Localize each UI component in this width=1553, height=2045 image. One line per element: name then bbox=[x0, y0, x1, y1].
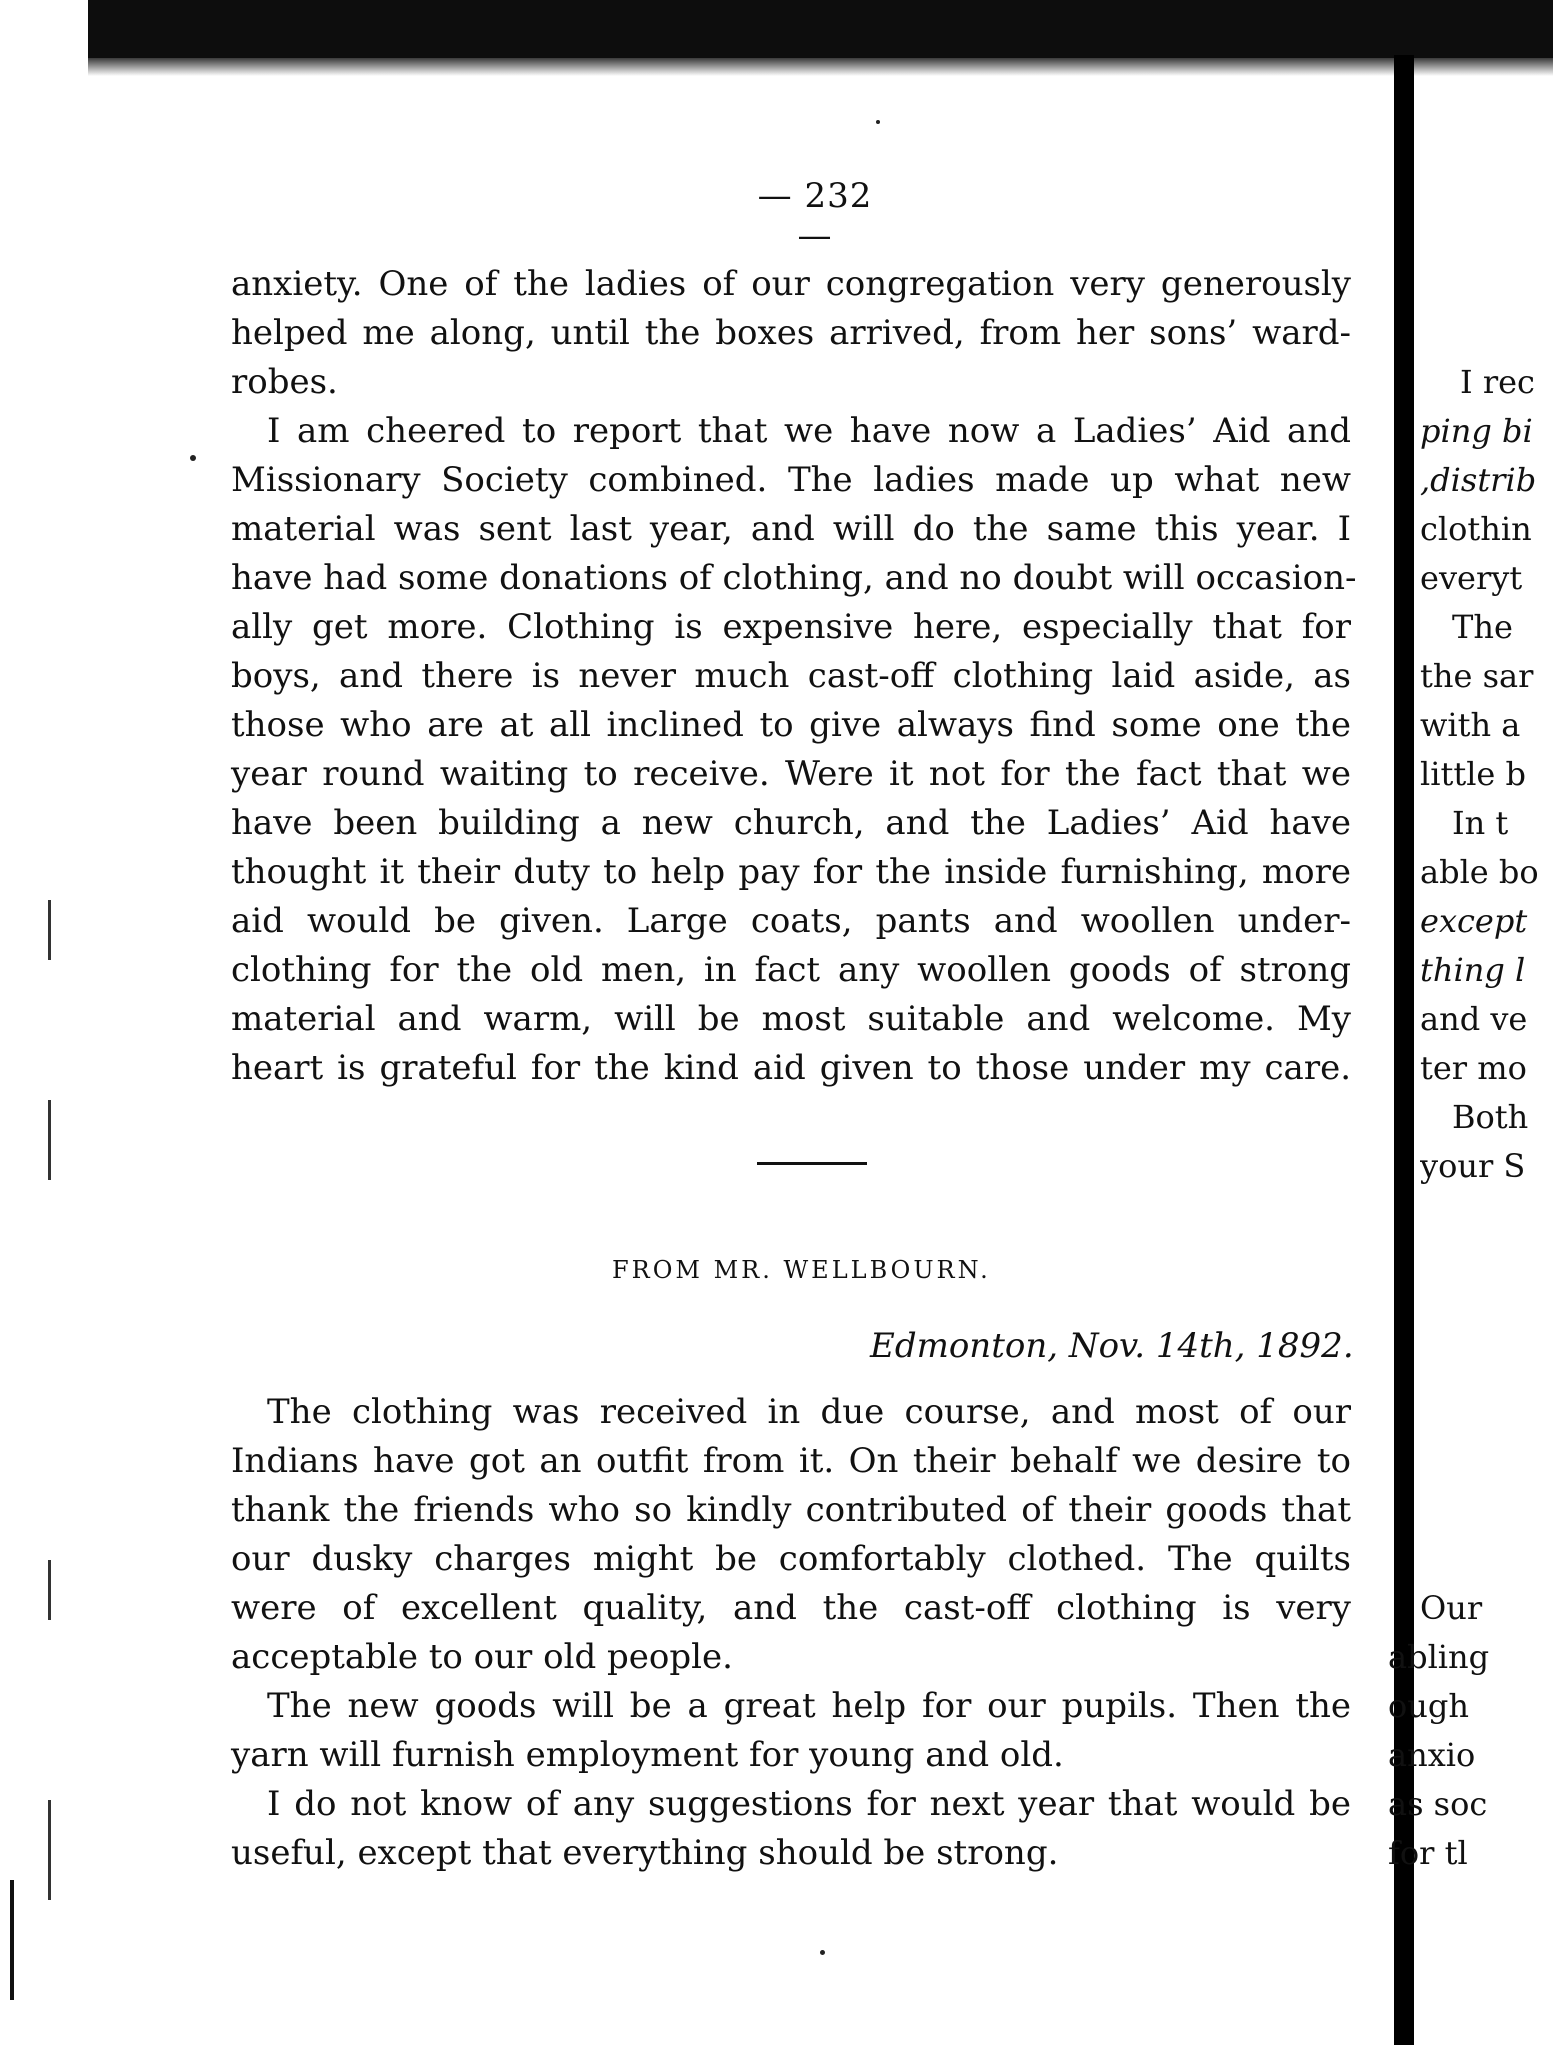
body-line: thank the friends who so kindly contributed of their goods that bbox=[231, 1490, 1351, 1530]
facing-page-fragment: ough bbox=[1388, 1687, 1469, 1725]
facing-page-fragment: In t bbox=[1452, 804, 1509, 842]
body-line: those who are at all inclined to give always find some one the bbox=[231, 705, 1351, 745]
body-line: have had some donations of clothing, and no doubt will occasion- bbox=[231, 558, 1357, 598]
body-line: were of excellent quality, and the cast-off clothing is very bbox=[231, 1588, 1351, 1628]
facing-page-fragment: the sar bbox=[1420, 657, 1534, 695]
body-line: boys, and there is never much cast-off clothing laid aside, as bbox=[231, 656, 1351, 696]
facing-page-fragment: thing l bbox=[1420, 951, 1526, 989]
facing-page-fragment: and ve bbox=[1420, 1000, 1528, 1038]
facing-page-fragment: as soc bbox=[1388, 1785, 1488, 1823]
scan-edge-mark bbox=[48, 1800, 51, 1900]
letter-dateline: Edmonton, Nov. 14th, 1892. bbox=[870, 1326, 1354, 1366]
facing-page-fragment: little b bbox=[1420, 755, 1527, 793]
body-line: material and warm, will be most suitable and welcome. My bbox=[231, 999, 1351, 1039]
facing-page-fragment: ,distrib bbox=[1420, 461, 1537, 499]
body-line: year round waiting to receive. Were it not for the fact that we bbox=[231, 754, 1351, 794]
ink-speck bbox=[876, 120, 880, 124]
facing-page-fragment: for tl bbox=[1388, 1834, 1468, 1872]
section-separator bbox=[757, 1162, 867, 1165]
facing-page-fragment: with a bbox=[1420, 706, 1521, 744]
body-line: ally get more. Clothing is expensive here, especially that for bbox=[231, 607, 1351, 647]
scan-top-shadow bbox=[88, 0, 1553, 66]
ink-speck bbox=[820, 1950, 825, 1955]
body-line: have been building a new church, and the Ladies’ Aid have bbox=[231, 803, 1351, 843]
facing-page-fragment: The bbox=[1452, 608, 1513, 646]
body-line: helped me along, until the boxes arrived, from her sons’ ward- bbox=[231, 313, 1351, 353]
scan-edge-mark bbox=[48, 900, 51, 960]
body-line: robes. bbox=[231, 362, 338, 402]
facing-page-fragment: ping bi bbox=[1420, 412, 1533, 450]
body-line: yarn will furnish employment for young and old. bbox=[231, 1735, 1064, 1775]
body-line: I am cheered to report that we have now a Ladies’ Aid and bbox=[267, 411, 1351, 451]
body-line: The clothing was received in due course, and most of our bbox=[267, 1392, 1351, 1432]
scan-top-shadow-fade bbox=[88, 58, 1553, 76]
facing-page-fragment: your S bbox=[1420, 1147, 1526, 1185]
scan-edge-mark bbox=[48, 1560, 51, 1620]
facing-page-fragment: I rec bbox=[1460, 363, 1535, 401]
facing-page-fragment: ter mo bbox=[1420, 1049, 1527, 1087]
body-line: heart is grateful for the kind aid given to those under my care. bbox=[231, 1048, 1351, 1088]
facing-page-fragment: abling bbox=[1388, 1638, 1490, 1676]
body-line: acceptable to our old people. bbox=[231, 1637, 733, 1677]
facing-page-fragment: Both bbox=[1452, 1098, 1529, 1136]
facing-page-fragment: everyt bbox=[1420, 559, 1523, 597]
scan-edge-mark bbox=[48, 1100, 51, 1180]
letter-heading: FROM MR. WELLBOURN. bbox=[612, 1256, 991, 1284]
page-number: — 232 — bbox=[757, 176, 873, 256]
body-line: clothing for the old men, in fact any woollen goods of strong bbox=[231, 950, 1351, 990]
body-line: Missionary Society combined. The ladies made up what new bbox=[231, 460, 1351, 500]
facing-page-fragment: anxio bbox=[1388, 1736, 1476, 1774]
body-line: I do not know of any suggestions for next year that would be bbox=[267, 1784, 1351, 1824]
facing-page-fragment: except bbox=[1420, 902, 1528, 940]
body-line: Indians have got an outfit from it. On their behalf we desire to bbox=[231, 1441, 1351, 1481]
body-line: thought it their duty to help pay for the inside furnishing, more bbox=[231, 852, 1351, 892]
facing-page-fragment: able bo bbox=[1420, 853, 1539, 891]
body-line: anxiety. One of the ladies of our congregation very generously bbox=[231, 264, 1351, 304]
body-line: our dusky charges might be comfortably clothed. The quilts bbox=[231, 1539, 1351, 1579]
facing-page-fragment: Our bbox=[1420, 1589, 1483, 1627]
ink-speck bbox=[190, 455, 196, 461]
facing-page-fragment: clothin bbox=[1420, 510, 1532, 548]
body-line: material was sent last year, and will do the same this year. I bbox=[231, 509, 1351, 549]
body-line: useful, except that everything should be strong. bbox=[231, 1833, 1059, 1873]
body-line: The new goods will be a great help for our pupils. Then the bbox=[267, 1686, 1351, 1726]
body-line: aid would be given. Large coats, pants and woollen under- bbox=[231, 901, 1351, 941]
scan-edge-mark bbox=[10, 1880, 14, 2000]
